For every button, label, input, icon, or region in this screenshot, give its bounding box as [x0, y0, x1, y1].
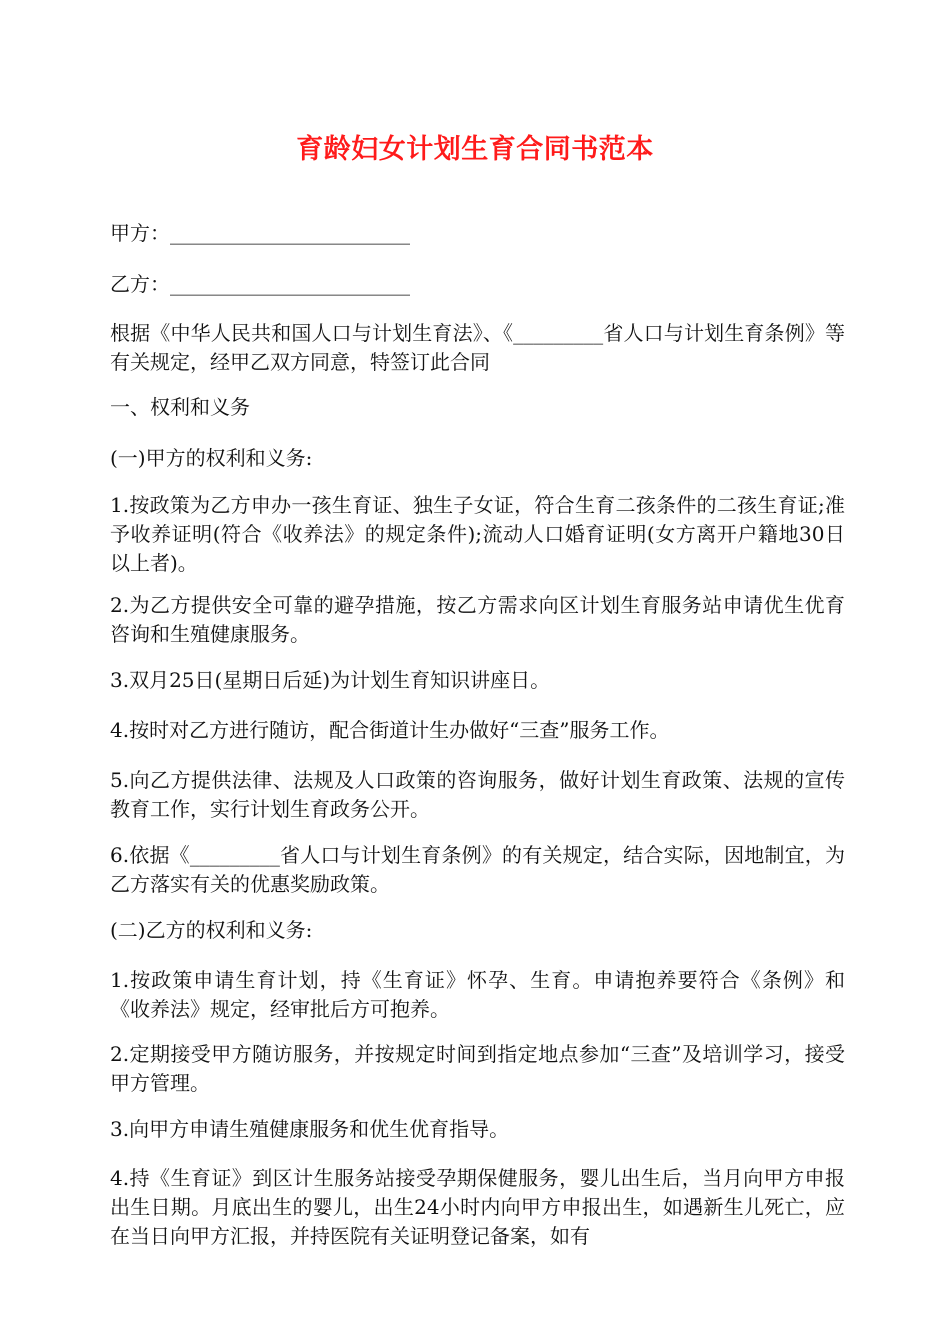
party-b-item-1: 1.按政策申请生育计划，持《生育证》怀孕、生育。申请抱养要符合《条例》和《收养法》规定，经审批后方可抱养。 — [110, 968, 845, 1021]
party-a-item-5: 5.向乙方提供法律、法规及人口政策的咨询服务，做好计划生育政策、法规的宣传教育工作，实行计划生育政务公开。 — [110, 768, 845, 821]
party-a-item-2: 2.为乙方提供安全可靠的避孕措施，按乙方需求向区计划生育服务站申请优生优育咨询和生殖健康服务。 — [110, 593, 845, 646]
party-b-item-2: 2.定期接受甲方随访服务，并按规定时间到指定地点参加“三查”及培训学习，接受甲方管理。 — [110, 1042, 845, 1095]
subsection-heading-party-b: (二)乙方的权利和义务: — [110, 918, 313, 942]
document-title: 育龄妇女计划生育合同书范本 — [296, 134, 654, 165]
subsection-heading-party-a: (一)甲方的权利和义务: — [110, 446, 313, 470]
party-a-item-1: 1.按政策为乙方申办一孩生育证、独生子女证，符合生育二孩条件的二孩生育证;准予收养证明(符合《收养法》的规定条件);流动人口婚育证明(女方离开户籍地30日以上者)。 — [110, 493, 845, 575]
party-a-item-6: 6.依据《_________省人口与计划生育条例》的有关规定，结合实际，因地制宜，为乙方落实有关的优惠奖励政策。 — [110, 843, 845, 896]
section-heading-rights: 一、权利和义务 — [110, 395, 250, 419]
party-b-item-3: 3.向甲方申请生殖健康服务和优生优育指导。 — [110, 1117, 510, 1141]
intro-paragraph: 根据《中华人民共和国人口与计划生育法》、《_________省人口与计划生育条例》等有关规定，经甲乙双方同意，特签订此合同 — [110, 321, 845, 374]
party-b-item-4: 4.持《生育证》到区计生服务站接受孕期保健服务，婴儿出生后，当月向甲方申报出生日期。月底出生的婴儿，出生24小时内向甲方申报出生，如遇新生儿死亡，应在当日向甲方汇报，并持医院有关证明登记备案，如有 — [110, 1166, 845, 1248]
party-a-item-4: 4.按时对乙方进行随访，配合街道计生办做好“三查”服务工作。 — [110, 718, 670, 742]
party-b-line: 乙方：________________________ — [110, 272, 410, 296]
party-a-item-3: 3.双月25日(星期日后延)为计划生育知识讲座日。 — [110, 668, 551, 692]
party-a-line: 甲方：________________________ — [110, 221, 410, 245]
